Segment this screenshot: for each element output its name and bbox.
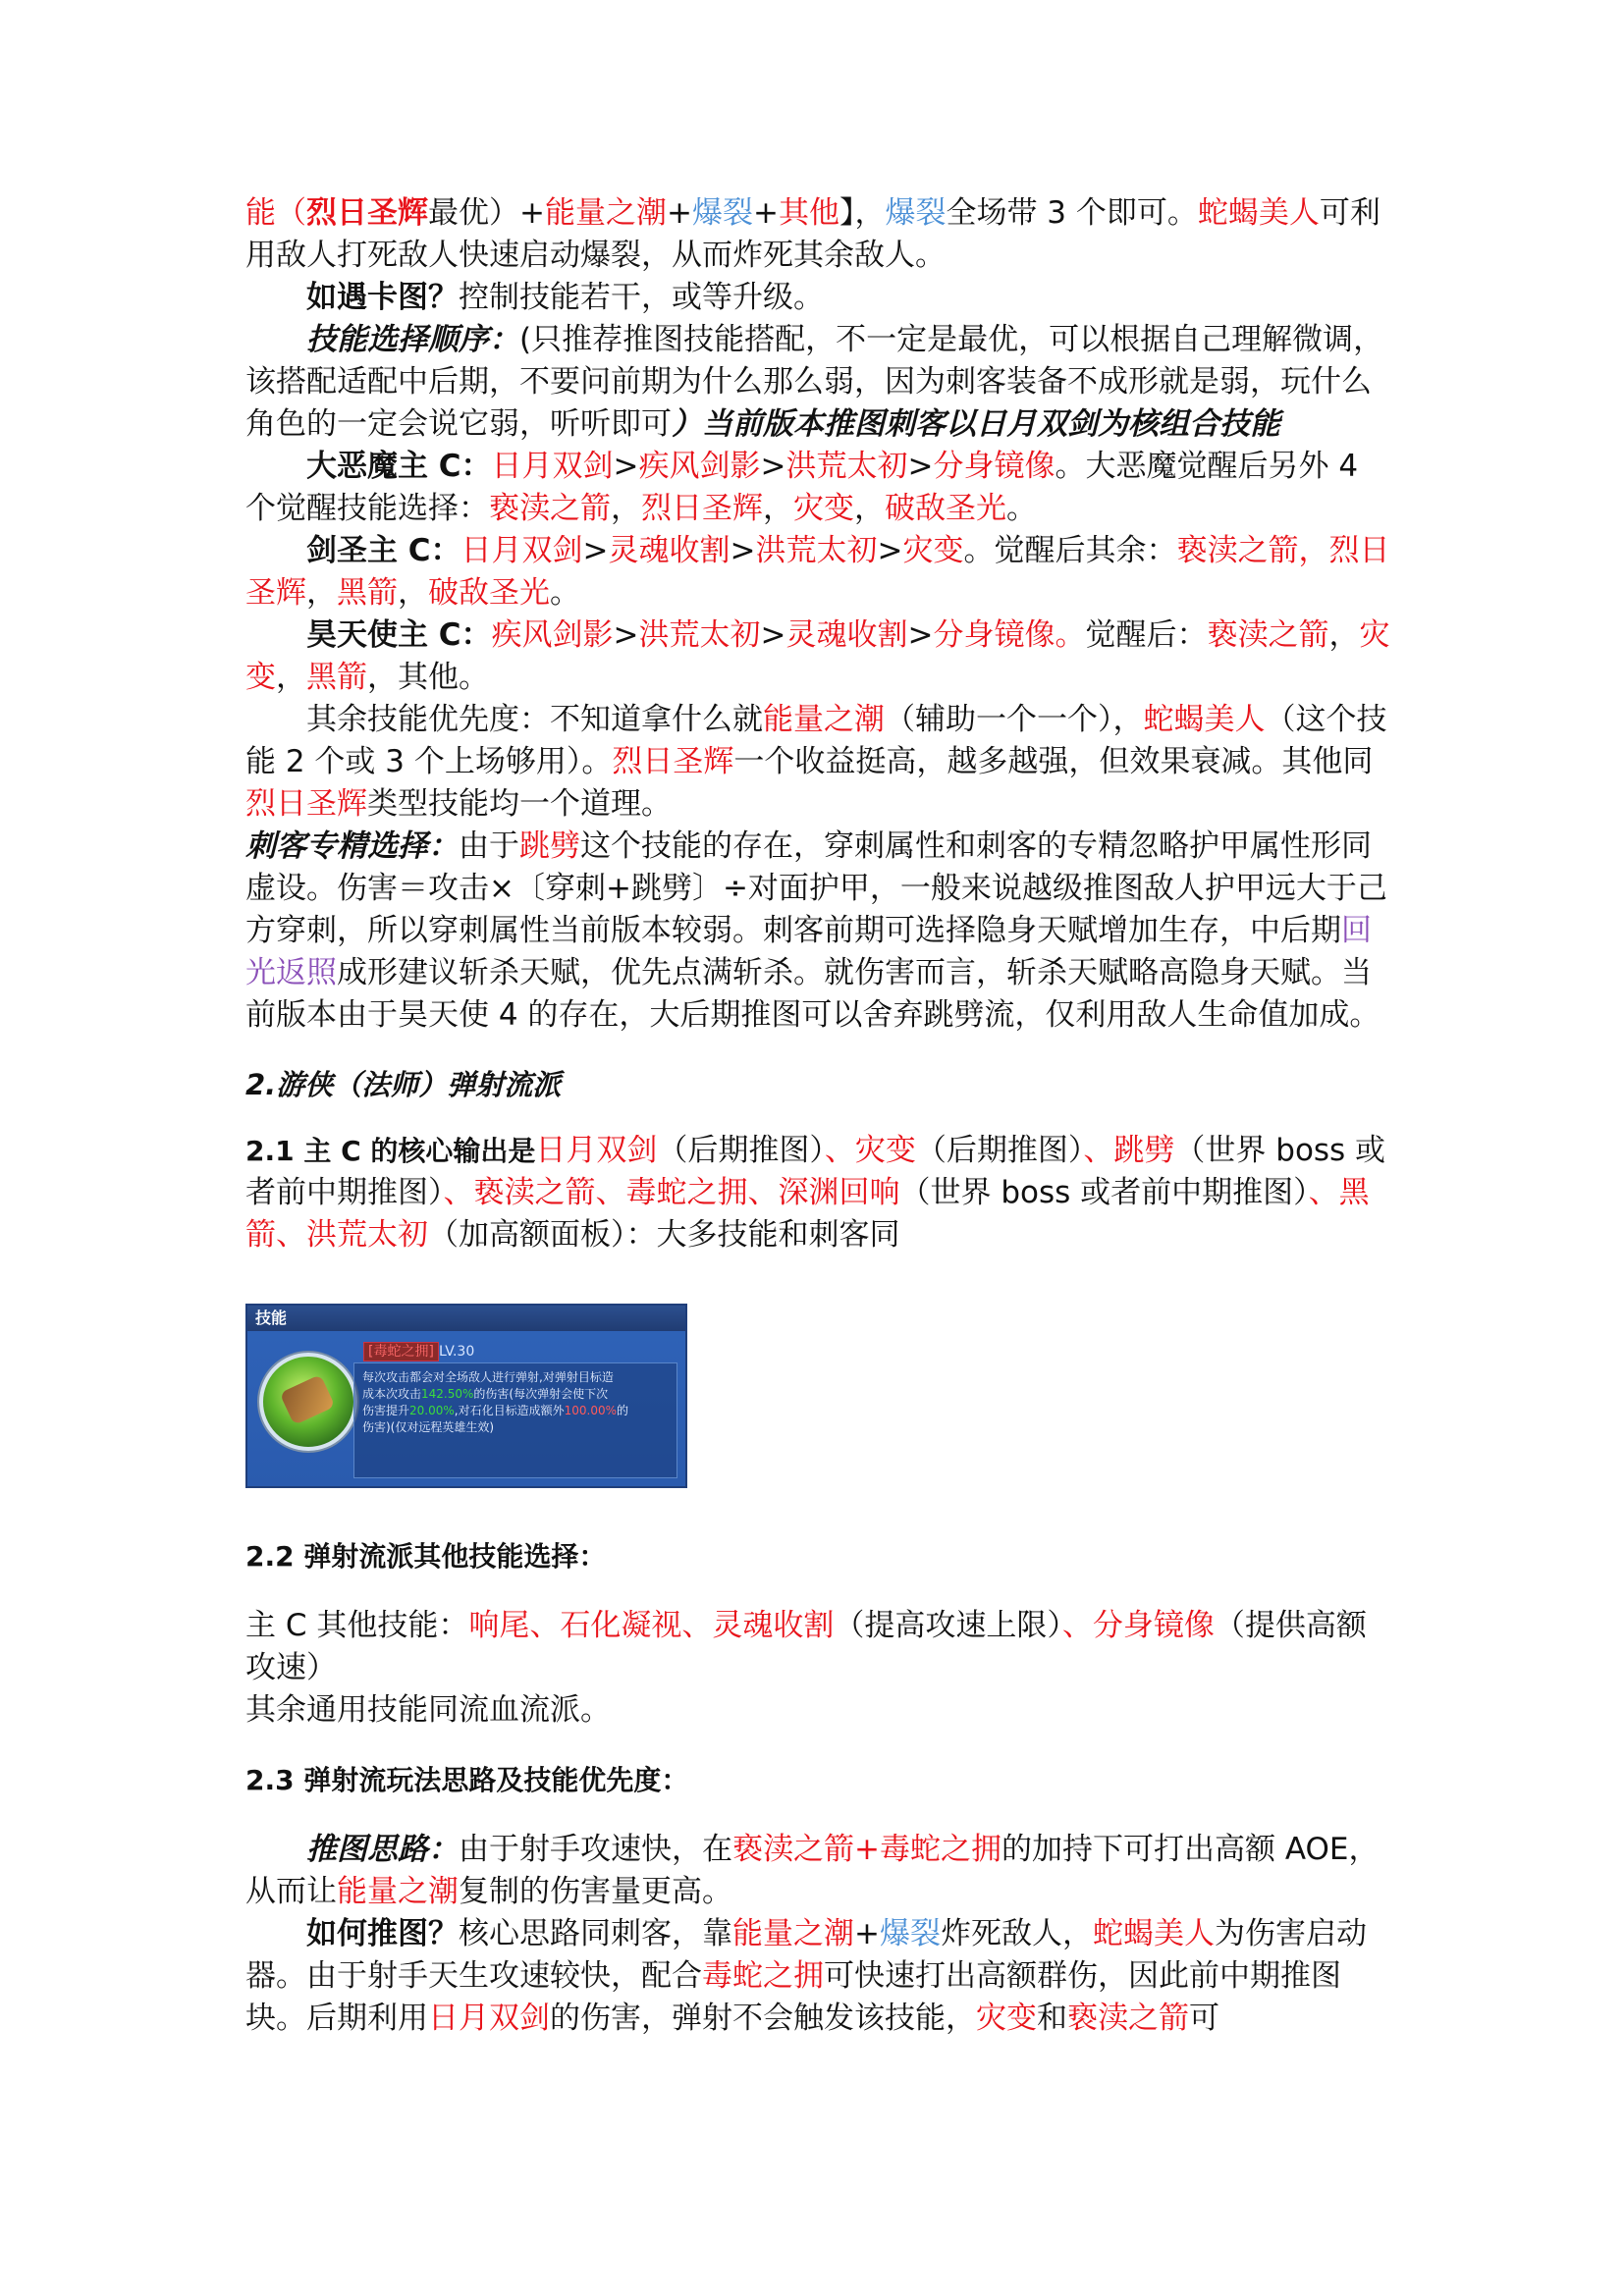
section-heading-ranger: 2.游侠（法师）弹射流派 (245, 1068, 562, 1101)
skill-emblem-icon (280, 1374, 336, 1425)
paragraph-skill-combo: 能（烈日圣辉最优）+能量之潮+爆裂+其他】，爆裂全场带 3 个即可。蛇蝎美人可利用敌人打死敌人快速启动爆裂，从而炸死其余敌人。 (245, 195, 1380, 273)
paragraph-assassin-specialization: 刺客专精选择：由于跳劈这个技能的存在，穿刺属性和刺客的专精忽略护甲属性形同虚设。伤害＝攻击×〔穿刺+跳劈〕÷对面护甲，一般来说越级推图敌人护甲远大于己方穿刺，所以穿刺属性当前版本较弱。刺客前期可选择隐身天赋增加生存，中后期回光返照成形建议斩杀天赋，优先点满斩杀。就伤害而言，斩杀天赋略高隐身天赋。当前版本由于昊天使 4 的存在，大后期推图可以舍弃跳劈流，仅利用敌人生命值加成。 (245, 828, 1387, 1033)
section-heading-2-2: 2.2 弹射流派其他技能选择： (245, 1540, 607, 1573)
paragraph-push-idea: 推图思路：由于射手攻速快，在亵渎之箭+毒蛇之拥的加持下可打出高额 AOE，从而让能量之潮复制的伤害量更高。 (245, 1832, 1380, 1909)
paragraph-stuck: 如遇卡图？控制技能若干，或等升级。 (306, 280, 824, 315)
paragraph-other-skills: 主 C 其他技能：响尾、石化凝视、灵魂收割（提高攻速上限）、分身镜像（提供高额攻速） (245, 1608, 1367, 1685)
paragraph-angel-main-c: 昊天使主 C：疾风剑影>洪荒太初>灵魂收割>分身镜像。觉醒后：亵渎之箭，灾变，黑箭，其他。 (245, 617, 1390, 695)
paragraph-sword-saint-main-c: 剑圣主 C：日月双剑>灵魂收割>洪荒太初>灾变。觉醒后其余：亵渎之箭，烈日圣辉，黑箭，破敌圣光。 (245, 533, 1390, 611)
section-heading-2-3: 2.3 弹射流玩法思路及技能优先度： (245, 1764, 689, 1796)
skill-card-description: 每次攻击都会对全场敌人进行弹射,对弹射目标造 成本次攻击142.50%的伤害(每次弹射会使下次 伤害提升20.00%,对石化目标造成额外100.00%的 伤害)(仅对远程英雄生效) (353, 1362, 677, 1478)
skill-orb-icon (259, 1353, 357, 1451)
document-content (245, 192, 1394, 2040)
paragraph-skill-priority: 其余技能优先度：不知道拿什么就能量之潮（辅助一个一个），蛇蝎美人（这个技能 2 个或 3 个上场够用）。烈日圣辉一个收益挺高，越多越强，但效果衰减。其他同烈日圣辉类型技能均一个道理。 (245, 702, 1387, 822)
skill-card-header: 技能 (247, 1306, 685, 1331)
skill-card-title: [毒蛇之拥] LV.30 (363, 1341, 474, 1361)
skill-card-image (245, 1304, 687, 1488)
paragraph-core-output: 2.1 主 C 的核心输出是日月双剑（后期推图）、灾变（后期推图）、跳劈（世界 boss 或者前中期推图）、亵渎之箭、毒蛇之拥、深渊回响（世界 boss 或者前中期推图）、黑箭、洪荒太初（加高额面板）：大多技能和刺客同 (245, 1133, 1386, 1253)
paragraph-common-skills: 其余通用技能同流血流派。 (245, 1692, 611, 1728)
paragraph-how-to-push: 如何推图？核心思路同刺客，靠能量之潮+爆裂炸死敌人，蛇蝎美人为伤害启动器。由于射手天生攻速较快，配合毒蛇之拥可快速打出高额群伤，因此前中期推图块。后期利用日月双剑的伤害，弹射不会触发该技能，灾变和亵渎之箭可 (245, 1916, 1367, 2036)
paragraph-skill-order: 技能选择顺序：(只推荐推图技能搭配，不一定是最优，可以根据自己理解微调，该搭配适配中后期，不要问前期为什么那么弱，因为刺客装备不成形就是弱，玩什么角色的一定会说它弱，听听即可）当前版本推图刺客以日月双剑为核组合技能 (245, 322, 1384, 442)
paragraph-demon-main-c: 大恶魔主 C：日月双剑>疾风剑影>洪荒太初>分身镜像。大恶魔觉醒后另外 4 个觉醒技能选择：亵渎之箭，烈日圣辉，灾变，破敌圣光。 (245, 449, 1359, 526)
